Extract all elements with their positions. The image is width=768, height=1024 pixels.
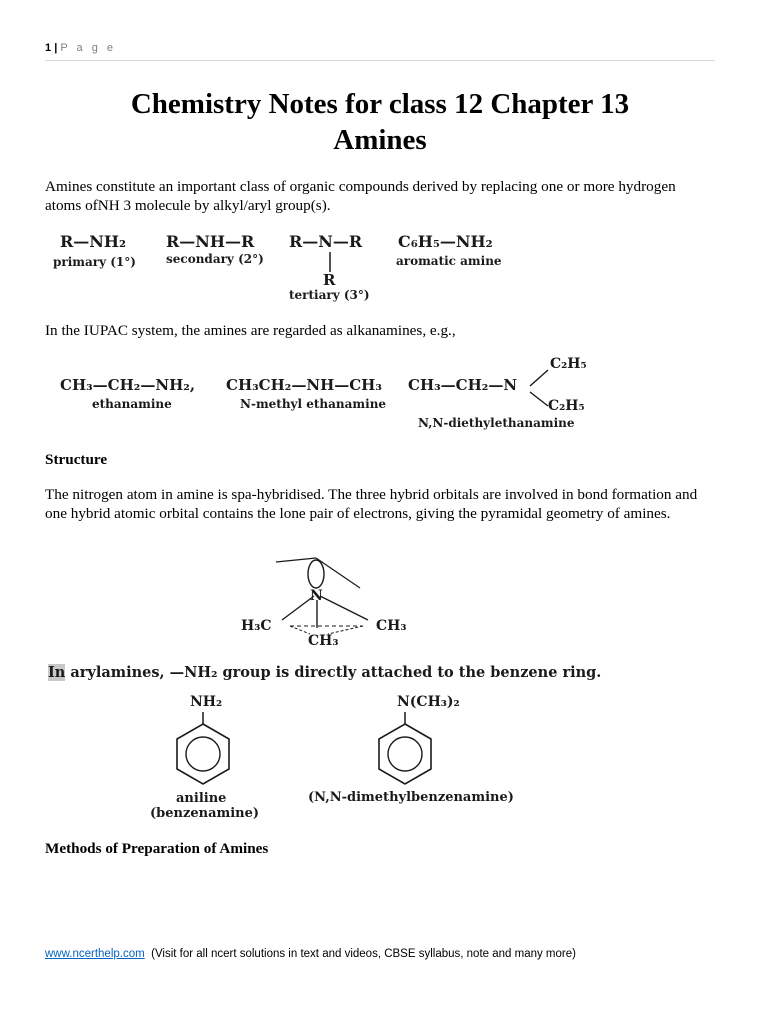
secondary-amine-formula: R—NH—R: [166, 232, 255, 251]
arylamine-highlight: In: [48, 664, 66, 681]
title-line-1: Chemistry Notes for class 12 Chapter 13: [130, 88, 630, 120]
iupac-paragraph: In the IUPAC system, the amines are regarded as alkanamines, e.g.,: [45, 322, 456, 339]
footer-text: (Visit for all ncert solutions in text and videos, CBSE syllabus, note and many more): [151, 948, 576, 960]
aniline-name: aniline: [176, 791, 227, 806]
dimethylaniline-benzene-ring: [375, 712, 435, 788]
title-line-2: Amines: [333, 124, 427, 156]
dimethylaniline-iupac: (N,N-dimethylbenzenamine): [308, 790, 514, 805]
aniline-benzene-ring: [173, 712, 233, 788]
page-header: 1 | P a g e: [45, 42, 715, 61]
tertiary-amine-formula: R—N—R: [289, 232, 363, 251]
tertiary-substituent: R: [323, 271, 336, 289]
pyramid-left: H₃C: [241, 618, 272, 634]
aromatic-amine-formula: C₆H₅—NH₂: [398, 232, 493, 251]
structure-paragraph: The nitrogen atom in amine is spa-hybridised. The three hybrid orbitals are involved in bond formation and one hybrid atomic orbital contains the lone pair of electrons, giving the pyramidal geometry of amines.: [45, 486, 698, 522]
methyl-ethanamine-label: N-methyl ethanamine: [240, 397, 387, 411]
pyramid-right: CH₃: [376, 618, 407, 634]
diethyl-branch-top: C₂H₅: [550, 356, 587, 372]
page-title: [45, 86, 715, 158]
methyl-ethanamine-formula: CH₃CH₂—NH—CH₃: [226, 376, 382, 394]
pyramid-bottom: CH₃: [308, 633, 339, 649]
structure-heading: Structure: [45, 451, 108, 468]
diethyl-label: N,N-diethylethanamine: [418, 416, 575, 430]
primary-amine-label: primary (1°): [53, 255, 136, 269]
page-number: 1: [45, 42, 52, 54]
aromatic-amine-label: aromatic amine: [396, 254, 502, 268]
page-footer: [45, 948, 576, 960]
arylamine-text: arylamines, —NH₂ group is directly attached to the benzene ring.: [65, 664, 602, 681]
diethyl-formula: CH₃—CH₂—N: [408, 376, 518, 394]
intro-paragraph: Amines constitute an important class of organic compounds derived by replacing one or more hydrogen atoms ofNH 3 molecule by alkyl/aryl group(s).: [45, 178, 676, 214]
pyramid-center: N: [310, 588, 323, 604]
aniline-iupac: (benzenamine): [150, 806, 260, 821]
arylamine-sentence: [48, 664, 601, 681]
tertiary-bond-line: [329, 252, 331, 272]
diethyl-branch-bottom: C₂H₅: [548, 398, 585, 414]
methods-heading: Methods of Preparation of Amines: [45, 840, 269, 857]
aniline-group: NH₂: [190, 694, 223, 710]
tertiary-amine-label: tertiary (3°): [289, 288, 370, 302]
page-label: P a g e: [60, 42, 116, 54]
ethanamine-formula: CH₃—CH₂—NH₂,: [60, 376, 196, 394]
primary-amine-formula: R—NH₂: [60, 232, 127, 251]
secondary-amine-label: secondary (2°): [166, 252, 264, 266]
ethanamine-label: ethanamine: [92, 397, 172, 411]
dimethylaniline-group: N(CH₃)₂: [397, 694, 460, 710]
footer-link[interactable]: www.ncerthelp.com: [45, 948, 145, 960]
